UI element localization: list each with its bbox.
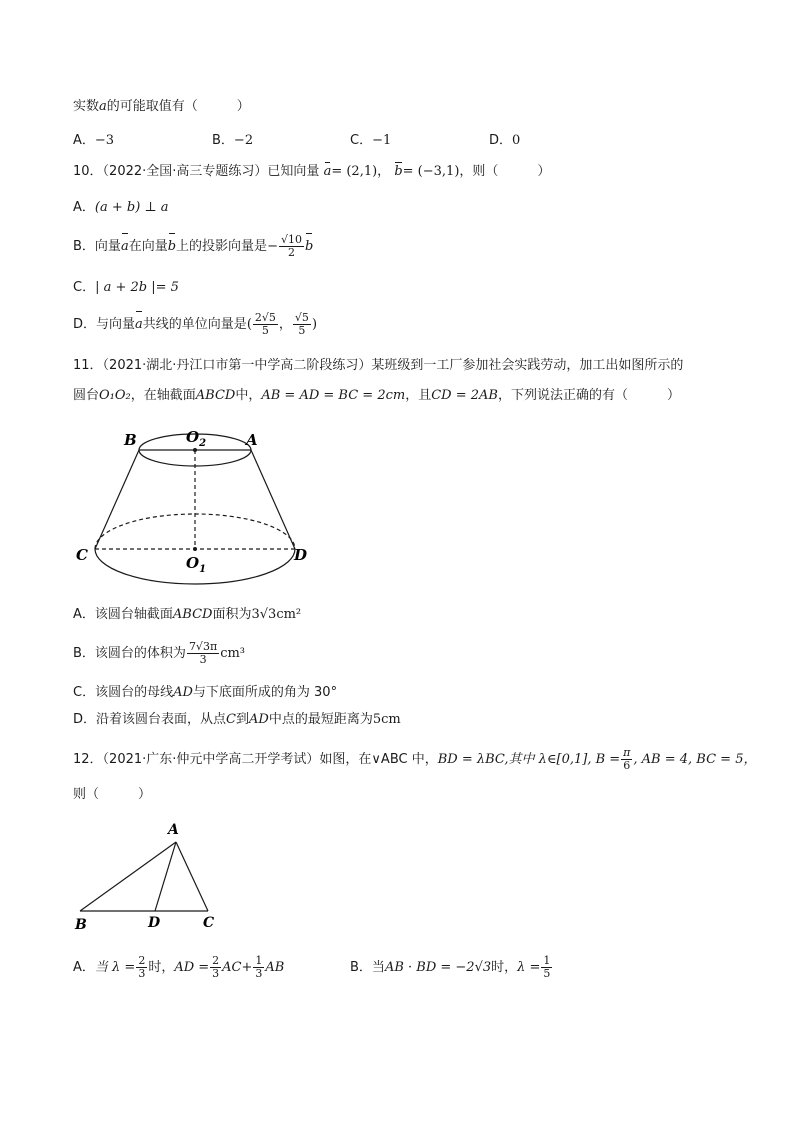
- q9-option-d[interactable]: D．0: [489, 133, 521, 148]
- right-generatrix: [251, 450, 295, 549]
- frustum-figure: [72, 420, 322, 585]
- q10-stem: 10．（2022·全国·高三专题练习）已知向量 a= (2,1)， b= (−3,1)，则（ ）: [73, 164, 551, 179]
- label-B: B: [124, 431, 137, 449]
- q12-stem-line2: 则（ ）: [73, 787, 152, 802]
- label-O2: $O_2$: [186, 428, 207, 449]
- side-AC: [176, 842, 208, 911]
- q11-option-c[interactable]: C．该圆台的母线AD与下底面所成的角为 30°: [73, 685, 338, 700]
- q10-option-c[interactable]: C．| a + 2b |= 5: [73, 280, 179, 295]
- label-C: C: [76, 546, 88, 564]
- q9-option-c[interactable]: C．−1: [350, 133, 392, 148]
- label-C: C: [203, 915, 215, 931]
- q9-stem: 实数a的可能取值有（ ）: [73, 99, 250, 114]
- q10-option-a[interactable]: A．(a + b) ⊥ a: [73, 200, 169, 215]
- q11-stem-line2: 圆台O₁O₂，在轴截面ABCD中，AB = AD = BC = 2cm，且CD = 2AB，下列说法正确的有（ ）: [73, 388, 680, 403]
- label-O1: $O_1$: [186, 554, 207, 575]
- q11-option-a[interactable]: A．该圆台轴截面ABCD面积为3√3cm²: [73, 607, 302, 622]
- triangle-figure: [70, 818, 230, 936]
- q10-option-d[interactable]: D．与向量a共线的单位向量是( $\frac{2√5}{5}$ ， $\frac{√5}{5}$ ): [73, 311, 318, 337]
- label-B: B: [75, 917, 87, 933]
- q12-option-b[interactable]: B．当AB · BD = −2√3时，λ = $\frac{1}{5}$: [350, 954, 551, 980]
- label-D: D: [148, 915, 161, 931]
- q12-option-a[interactable]: A．当 λ = $\frac{2}{3}$ 时，AD = $\frac{2}{3}$ AC+ $\frac{1}{3}$ AB: [73, 954, 285, 980]
- q9-option-a[interactable]: A．−3: [73, 133, 115, 148]
- side-BA: [80, 842, 176, 911]
- label-D: D: [294, 546, 308, 564]
- label-A: A: [246, 431, 258, 449]
- q11-stem-line1: 11．（2021·湖北·丹江口市第一中学高二阶段练习）某班级到一工厂参加社会实践劳动，加工出如图所示的: [73, 358, 684, 373]
- q11-option-b[interactable]: B．该圆台的体积为 $\frac{7√3\pi}{3}$ cm³: [73, 640, 246, 666]
- q9-option-b[interactable]: B．−2: [212, 133, 254, 148]
- left-generatrix: [95, 450, 139, 549]
- q11-option-d[interactable]: D．沿着该圆台表面，从点C到AD中点的最短距离为5cm: [73, 712, 401, 727]
- segment-AD: [155, 842, 176, 911]
- q12-stem-line1: 12．（2021·广东·仲元中学高二开学考试）如图，在∨ABC 中，BD = λBC,其中 λ∈[0,1], B = $\frac{\pi}{6}$ , AB = 4, BC = 5，: [73, 746, 757, 772]
- q10-option-b[interactable]: B．向量a在向量b上的投影向量是− $\frac{√10}{2}$ b: [73, 233, 314, 259]
- label-A: A: [168, 822, 179, 838]
